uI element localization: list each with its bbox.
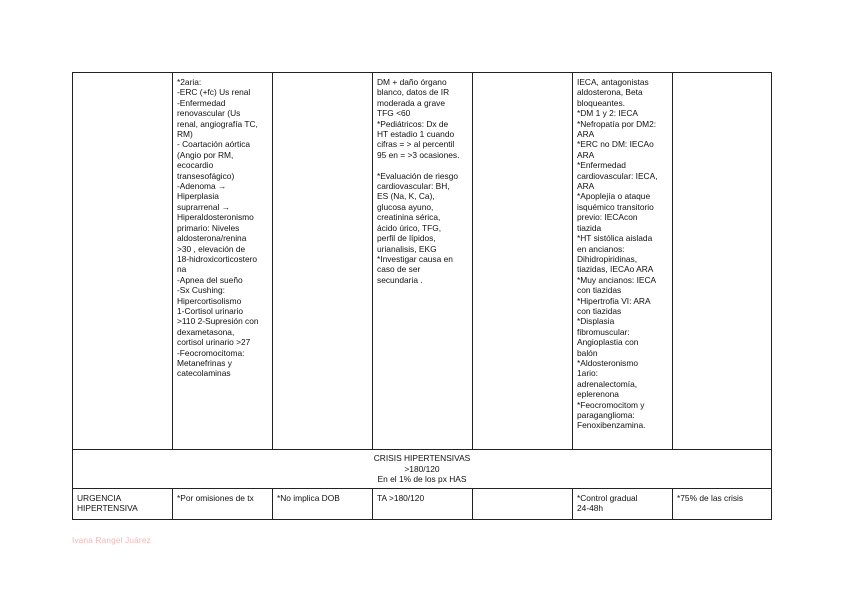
cell-text-line: suprarrenal →: [177, 201, 231, 212]
cell-text-line: urianalisis, EKG: [377, 243, 437, 254]
top-cell-2-secondary-causes: [173, 73, 273, 450]
cell-text-line: *Enfermedad: [577, 160, 626, 171]
cell-text-line: Metanefrinas y: [177, 357, 232, 368]
cell-text-line: cortisol urinario >27: [177, 337, 251, 348]
crisis-header-cell: [73, 450, 772, 489]
cell-text-line: cifras = > al percentil: [377, 139, 455, 150]
cell-text-line: IECA, antagonistas: [577, 77, 649, 87]
cell-text-line: en ancianos:: [577, 243, 625, 254]
cell-text-line: tiazidas, IECAo ARA: [577, 264, 654, 275]
cell-text-line: *Feocromocitom y: [577, 399, 645, 410]
cell-text-line: aldosterona/renina: [177, 233, 247, 244]
cell-text-line: cardiovascular: BH,: [377, 181, 450, 192]
cell-text-line: ES (Na, K, Ca),: [377, 191, 435, 202]
cell-text-line: -Adenoma →: [177, 181, 227, 192]
cell-text-line: Hipercortisolismo: [177, 295, 242, 306]
cell-text-line: 1ario:: [577, 368, 598, 379]
cell-text-line: *ERC no DM: IECAo: [577, 139, 654, 150]
cell-text-line: RM): [177, 129, 193, 140]
top-cell-3: [273, 73, 373, 450]
urgency-cell-6: *Control gradual 24-48h: [573, 489, 673, 520]
cell-text-line: -Enfermedad: [177, 97, 226, 108]
cell-text-line: ecocardio: [177, 160, 214, 171]
urgency-cell-4: TA >180/120: [373, 489, 473, 520]
cell-text-line: -Apnea del sueño: [177, 274, 243, 285]
cell-text-line: na: [177, 264, 187, 275]
urgency-cell-5: [473, 489, 573, 520]
top-cell-4-diagnosis: [373, 73, 473, 450]
cell-text-line: perfil de lípidos,: [377, 233, 436, 244]
top-cell-7: [673, 73, 772, 450]
cell-text-line: transesofágico): [177, 170, 235, 181]
cell-text-line: *DM 1 y 2: IECA: [577, 108, 638, 119]
cell-text-line: Dihidropiridinas,: [577, 253, 638, 264]
cell-text-line: DM + daño órgano: [377, 77, 447, 87]
cell-text-line: *Apoplejía o ataque: [577, 191, 651, 202]
cell-text-line: paraganglioma:: [577, 410, 635, 420]
crisis-threshold: >180/120: [404, 463, 440, 474]
cell-text-line: isquémico transitorio: [577, 201, 654, 212]
cell-text-line: secundaria .: [377, 274, 423, 285]
cell-text-line: catecolaminas: [177, 368, 231, 379]
cell-text-line: [377, 160, 468, 170]
cell-text-line: ARA: [577, 181, 595, 192]
cell-text-line: previo: IECAcon: [577, 212, 638, 223]
top-cell-5: [473, 73, 573, 450]
top-cell-6-treatment: [573, 73, 673, 450]
cell-text-line: aldosterona, Beta: [577, 87, 643, 98]
cell-text-line: glucosa ayuno,: [377, 201, 434, 212]
footer-author: Ivana Rangel Juárez: [72, 536, 151, 545]
cell-text-line: caso de ser: [377, 264, 421, 275]
cell-text-line: renal, angiografía TC,: [177, 118, 258, 129]
cell-text-line: bloqueantes.: [577, 97, 625, 108]
cell-text-line: balón: [577, 347, 598, 358]
table-row-crisis: [73, 450, 772, 489]
cell-text-line: 95 en = >3 ocasiones.: [377, 149, 460, 160]
cell-text-line: blanco, datos de IR: [377, 87, 450, 98]
table-row-urgency: [73, 489, 772, 520]
cell-text-line: ARA: [577, 129, 595, 140]
cell-text-line: primario: Niveles: [177, 222, 240, 233]
cell-text-line: tiazida: [577, 222, 602, 233]
urgency-cell-2: *Por omisiones de tx: [173, 489, 273, 520]
cell-text-line: TFG <60: [377, 108, 411, 119]
cell-text-line: -Feocromocitoma:: [177, 347, 245, 358]
top-cell-1: [73, 73, 173, 450]
cell-text-line: HT estadio 1 cuando: [377, 129, 455, 140]
cell-text-line: *Aldosteronismo: [577, 357, 638, 368]
cell-text-line: *Muy ancianos: IECA: [577, 274, 657, 285]
cell-text-line: *Hipertrofia VI: ARA: [577, 295, 651, 306]
cell-text-line: - Coartación aórtica: [177, 139, 251, 150]
urgency-title-cell: URGENCIA HIPERTENSIVA: [73, 489, 173, 520]
cell-text-line: >30 , elevación de: [177, 243, 246, 254]
cell-text-line: eplerenona: [577, 389, 619, 400]
cell-text-line: *Investigar causa en: [377, 253, 453, 264]
cell-text-line: *Nefropatía por DM2:: [577, 118, 657, 129]
cell-text-line: ARA: [577, 149, 595, 160]
cell-text-line: moderada a grave: [377, 97, 445, 108]
cell-text-line: Hiperaldosteronismo: [177, 212, 254, 223]
cell-text-line: 1-Cortisol urinario: [177, 305, 244, 316]
urgency-cell-3: *No implica DOB: [273, 489, 373, 520]
cell-text-line: 18-hidroxicorticostero: [177, 253, 258, 264]
crisis-frequency: En el 1% de los px HAS: [377, 474, 467, 485]
cell-text-line: adrenalectomía,: [577, 378, 638, 389]
cell-text-line: >110 2-Supresión con: [177, 316, 259, 327]
summary-table: [72, 72, 772, 520]
cell-text-line: cardiovascular: IECA,: [577, 170, 658, 181]
cell-text-line: Fenoxibenzamina.: [577, 420, 646, 431]
cell-text-line: -Sx Cushing:: [177, 285, 225, 296]
cell-text-line: Angioplastia con: [577, 337, 639, 348]
cell-text-line: ácido úrico, TFG,: [377, 222, 442, 233]
crisis-title: CRISIS HIPERTENSIVAS: [373, 453, 471, 464]
cell-text-line: fibromuscular:: [577, 326, 630, 337]
cell-text-line: *Displasia: [577, 316, 615, 327]
cell-text-line: *Pediátricos: Dx de: [377, 118, 449, 129]
cell-text-line: *Evaluación de riesgo: [377, 170, 459, 181]
cell-text-line: Hiperplasia: [177, 191, 219, 202]
cell-text-line: renovascular (Us: [177, 108, 241, 119]
cell-text-line: -ERC (+fc) Us renal: [177, 87, 251, 98]
cell-text-line: con tiazidas: [577, 285, 622, 296]
cell-text-line: con tiazidas: [577, 305, 622, 316]
cell-text-line: *HT sistólica aislada: [577, 233, 653, 244]
table-row-top: [73, 73, 772, 450]
urgency-cell-7: *75% de las crisis: [673, 489, 772, 520]
cell-text-line: (Angio por RM,: [177, 149, 234, 160]
cell-text-line: *2aria:: [177, 77, 202, 87]
cell-text-line: dexametasona,: [177, 326, 235, 337]
cell-text-line: creatinina sérica,: [377, 212, 441, 223]
